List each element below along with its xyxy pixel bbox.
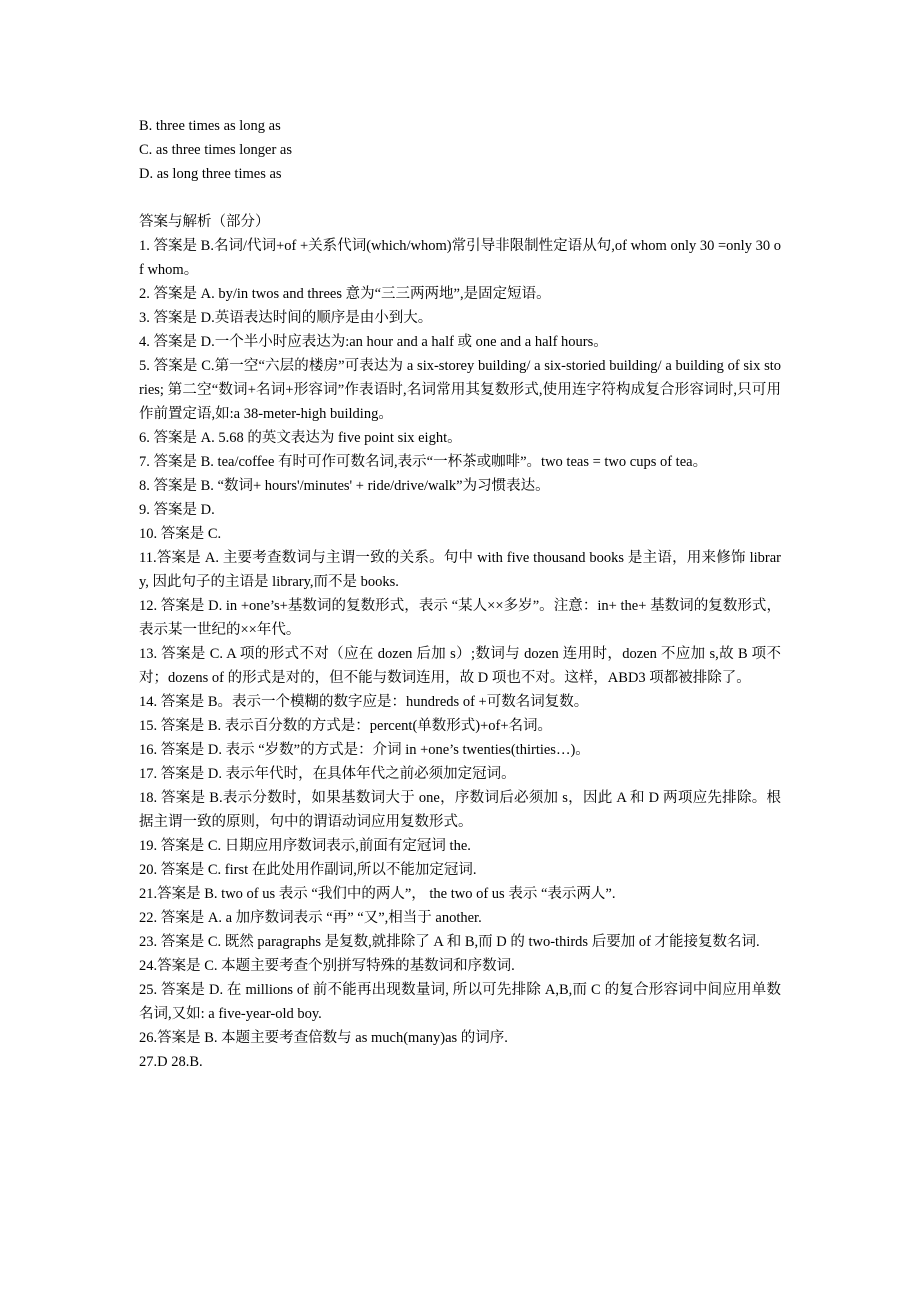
answer-item: 15. 答案是 B. 表示百分数的方式是：percent(单数形式)+of+名词。: [139, 718, 553, 734]
answer-item: 22. 答案是 A. a 加序数词表示 “再” “又”,相当于 another.: [139, 910, 482, 926]
answer-item: 25. 答案是 D. 在 millions of 前不能再出现数量词, 所以可先排除 A,B,而 C 的复合形容词中间应用单数名词,又如: a five-year-old boy.: [139, 982, 781, 1022]
option-d: D. as long three times as: [139, 166, 282, 182]
answer-item: 4. 答案是 D.一个半小时应表达为:an hour and a half 或 one and a half hours。: [139, 334, 608, 350]
answer-item: 27.D 28.B.: [139, 1054, 203, 1070]
answer-item: 26.答案是 B. 本题主要考查倍数与 as much(many)as 的词序.: [139, 1030, 508, 1046]
answer-item: 10. 答案是 C.: [139, 526, 222, 542]
section-title: 答案与解析（部分）: [139, 214, 270, 230]
blank-line: [139, 186, 781, 210]
option-b: B. three times as long as: [139, 118, 281, 134]
answer-item: 6. 答案是 A. 5.68 的英文表达为 five point six eight。: [139, 430, 462, 446]
answer-item: 1. 答案是 B.名词/代词+of +关系代词(which/whom)常引导非限制性定语从句,of whom only 30 =only 30 of whom。: [139, 238, 781, 278]
answer-item: 14. 答案是 B。表示一个模糊的数字应是：hundreds of +可数名词复数。: [139, 694, 589, 710]
answer-item: 20. 答案是 C. first 在此处用作副词,所以不能加定冠词.: [139, 862, 477, 878]
answer-item: 24.答案是 C. 本题主要考查个别拼写特殊的基数词和序数词.: [139, 958, 515, 974]
answer-list: [139, 234, 781, 1074]
answer-item: 12. 答案是 D. in +one’s+基数词的复数形式，表示 “某人××多岁”。注意：in+ the+ 基数词的复数形式，表示某一世纪的××年代。: [139, 598, 781, 638]
answer-item: 16. 答案是 D. 表示 “岁数”的方式是：介词 in +one’s twenties(thirties…)。: [139, 742, 590, 758]
document-body: [139, 114, 781, 1074]
answer-item: 5. 答案是 C.第一空“六层的楼房”可表达为 a six-storey building/ a six-storied building/ a building of six stories; 第二空“数词+名词+形容词”作表语时,名词常用其复数形式,使用连字符构成复合形容词时,只可用作前置定语,如:a 38-meter-high building。: [139, 358, 781, 422]
answer-item: 13. 答案是 C. A 项的形式不对（应在 dozen 后加 s）;数词与 dozen 连用时，dozen 不应加 s,故 B 项不对；dozens of 的形式是对的，但不能与数词连用，故 D 项也不对。这样，ABD3 项都被排除了。: [139, 646, 781, 686]
answer-item: 21.答案是 B. two of us 表示 “我们中的两人”， the two of us 表示 “表示两人”.: [139, 886, 616, 902]
option-c: C. as three times longer as: [139, 142, 293, 158]
answer-item: 8. 答案是 B. “数词+ hours'/minutes' + ride/drive/walk”为习惯表达。: [139, 478, 550, 494]
answer-item: 7. 答案是 B. tea/coffee 有时可作可数名词,表示“一杯茶或咖啡”。two teas = two cups of tea。: [139, 454, 708, 470]
answer-item: 23. 答案是 C. 既然 paragraphs 是复数,就排除了 A 和 B,而 D 的 two-thirds 后要加 of 才能接复数名词.: [139, 934, 760, 950]
answer-item: 9. 答案是 D.: [139, 502, 215, 518]
answer-item: 2. 答案是 A. by/in twos and threes 意为“三三两两地”,是固定短语。: [139, 286, 551, 302]
answer-item: 3. 答案是 D.英语表达时间的顺序是由小到大。: [139, 310, 433, 326]
answer-item: 18. 答案是 B.表示分数时，如果基数词大于 one，序数词后必须加 s，因此 A 和 D 两项应先排除。根据主谓一致的原则，句中的谓语动词应用复数形式。: [139, 790, 781, 830]
answer-item: 19. 答案是 C. 日期应用序数词表示,前面有定冠词 the.: [139, 838, 471, 854]
answer-item: 17. 答案是 D. 表示年代时，在具体年代之前必须加定冠词。: [139, 766, 516, 782]
answer-item: 11.答案是 A. 主要考查数词与主谓一致的关系。句中 with five thousand books 是主语，用来修饰 library, 因此句子的主语是 library,而不是 books.: [139, 550, 781, 590]
